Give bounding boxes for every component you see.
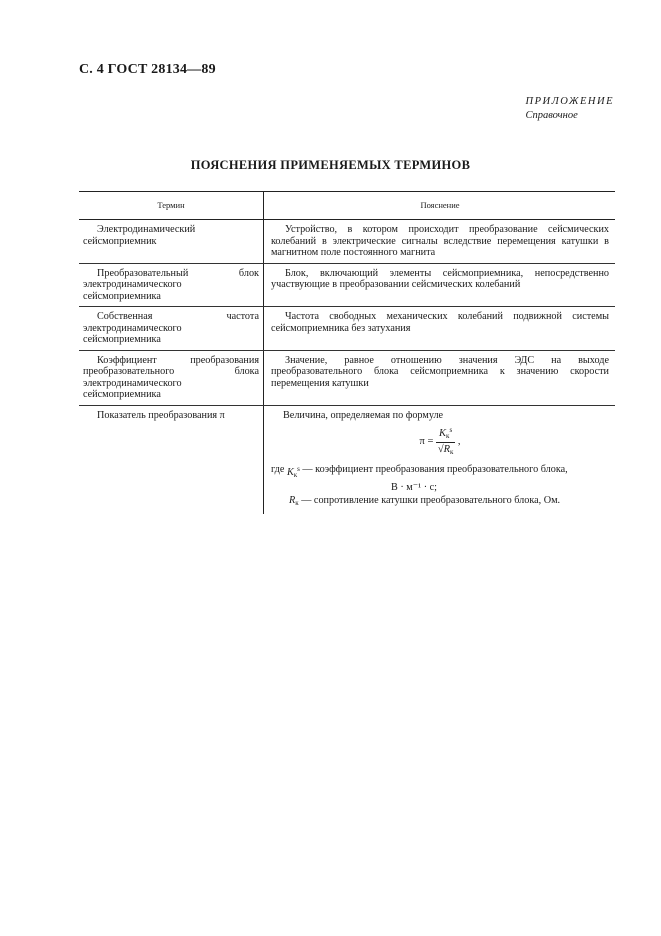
explanation-cell [264,405,616,514]
term-cell: Показатель преобразования π [97,409,225,421]
sqrt-radicand [444,444,454,455]
explanation-cell: Значение, равное отношению значения ЭДС на выходе преобразовательного блока сейсмоприемника к значению скорости перемещения катушки [264,350,616,405]
appendix-label [526,95,615,123]
definition-1-text: — коэффициент преобразования преобразовательного блока, [302,464,568,475]
table-row [79,405,615,514]
def2-subscript: к [295,499,299,507]
page-header: С. 4 ГОСТ 28134—89 [79,62,216,77]
where-lead: где [271,464,285,475]
formula-denominator [436,443,455,459]
def1-symbol [287,464,300,482]
definition-1-units: В · м⁻¹ · с; [391,481,437,493]
explanation-cell: Частота свободных механических колебаний подвижной системы сейсмоприемника без затухания [264,307,616,351]
document-title: ПОЯСНЕНИЯ ПРИМЕНЯЕМЫХ ТЕРМИНОВ [190,158,471,172]
formula-numerator [436,424,455,443]
def2-symbol-letter: R [289,495,296,506]
definition-1 [271,464,609,482]
table-row [79,350,615,405]
term-cell: Коэффициент преобразования преобразовательного блока электродинамического сейсмоприемника [79,350,264,405]
def1-subscript: к [293,471,298,479]
numerator-symbol: K [439,428,447,439]
formula-lhs: π = [419,435,434,447]
term-cell: Собственная частота электродинамического сейсмоприемника [79,307,264,351]
def1-symbol-letter: K [286,467,294,478]
definition-2-text: — сопротивление катушки преобразовательного блока, Ом. [301,495,561,506]
table-header-row [79,192,615,220]
formula-trailing: , [457,435,461,447]
table-row [79,220,615,264]
numerator-superscript: s [449,426,453,434]
column-header-term: Термин [79,192,264,220]
term-cell: Преобразовательный блок электродинамического сейсмоприемника [79,263,264,307]
denominator-subscript: к [450,448,454,456]
formula [271,424,609,459]
table-row [79,263,615,307]
column-header-explanation: Пояснение [264,192,616,220]
numerator-subscript: к [446,432,450,440]
terms-table [79,191,615,514]
def2-symbol [289,495,299,506]
explanation-cell: Устройство, в котором происходит преобразование сейсмических колебаний в электрические сигналы вследствие перемещения катушки в магнитном поле постоянного магнита [264,220,616,264]
term-cell: Электродинамический сейсмоприемник [79,220,264,264]
appendix-type: Справочное [525,110,578,121]
formula-intro: Величина, определяемая по формуле [283,409,444,421]
appendix-title: ПРИЛОЖЕНИЕ [525,96,614,107]
table-row [79,307,615,351]
formula-fraction [436,424,455,459]
definition-2 [271,495,609,510]
explanation-cell: Блок, включающий элементы сейсмоприемника, непосредственно участвующие в преобразовании сейсмических колебаний [264,263,616,307]
def1-superscript: s [297,465,300,473]
sqrt-sign: √ [437,444,444,455]
denominator-symbol: R [443,444,450,455]
